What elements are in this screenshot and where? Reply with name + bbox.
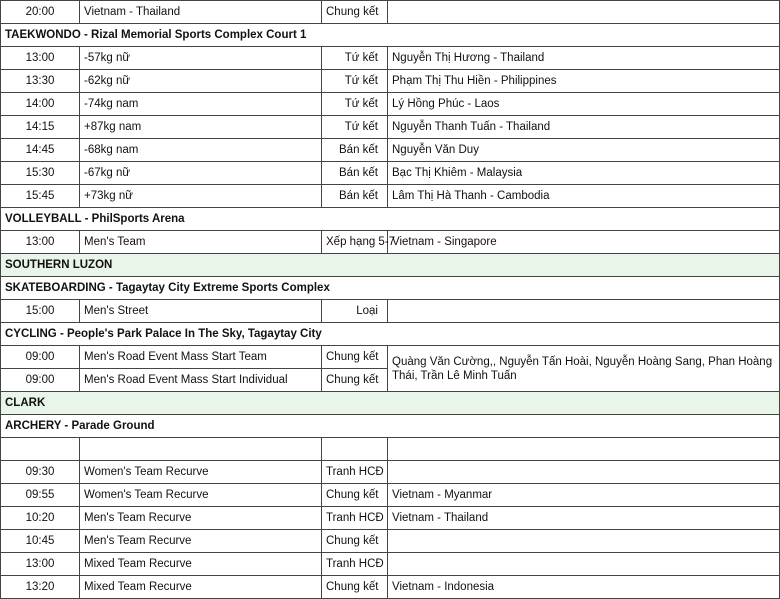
time-cell: 14:45 [1,139,80,162]
empty-cell [1,438,80,461]
sport-venue-title: CYCLING - People's Park Palace In The Sky, Tagaytay City [1,323,780,346]
event-cell: Men's Team Recurve [80,507,322,530]
athletes-cell: Phạm Thị Thu Hiền - Philippines [388,70,780,93]
sport-venue-header-row [1,24,780,47]
event-cell: -68kg nam [80,139,322,162]
event-cell: -57kg nữ [80,47,322,70]
time-cell: 10:20 [1,507,80,530]
sport-venue-header-row [1,277,780,300]
schedule-row [1,484,780,507]
athletes-cell: Nguyễn Thị Hương - Thailand [388,47,780,70]
blank-row [1,438,780,461]
empty-cell [80,438,322,461]
athletes-cell [388,553,780,576]
schedule-row [1,116,780,139]
schedule-row [1,300,780,323]
time-cell: 09:55 [1,484,80,507]
athletes-cell [388,530,780,553]
time-cell: 15:00 [1,300,80,323]
time-cell: 13:00 [1,47,80,70]
event-cell: Men's Road Event Mass Start Individual [80,369,322,392]
event-cell: Women's Team Recurve [80,484,322,507]
schedule-row [1,139,780,162]
round-cell: Loại [322,300,388,323]
athletes-cell: Quàng Văn Cường,, Nguyễn Tấn Hoài, Nguyễn Hoàng Sang, Phan Hoàng Thái, Trần Lê Minh Tuấn [388,346,780,392]
event-cell: Mixed Team Recurve [80,576,322,599]
event-cell: -67kg nữ [80,162,322,185]
athletes-cell [388,461,780,484]
athletes-cell: Bạc Thị Khiêm - Malaysia [388,162,780,185]
time-cell: 15:45 [1,185,80,208]
athletes-cell [388,300,780,323]
sport-venue-title: VOLLEYBALL - PhilSports Arena [1,208,780,231]
sport-venue-header-row [1,208,780,231]
event-cell: Women's Team Recurve [80,461,322,484]
time-cell: 13:20 [1,576,80,599]
schedule-body [1,1,780,599]
round-cell: Tranh HCĐ [322,507,388,530]
round-cell: Chung kết [322,369,388,392]
round-cell: Tranh HCĐ [322,461,388,484]
schedule-row [1,346,780,369]
round-cell: Chung kết [322,576,388,599]
event-cell: -74kg nam [80,93,322,116]
athletes-cell: Nguyễn Thanh Tuấn - Thailand [388,116,780,139]
athletes-cell: Vietnam - Indonesia [388,576,780,599]
time-cell: 13:00 [1,231,80,254]
schedule-row [1,185,780,208]
round-cell: Tứ kết [322,93,388,116]
sport-venue-header-row [1,415,780,438]
schedule-row [1,553,780,576]
round-cell: Tứ kết [322,116,388,139]
athletes-cell: Vietnam - Thailand [388,507,780,530]
round-cell: Xếp hạng 5-7 [322,231,388,254]
schedule-row [1,231,780,254]
athletes-cell: Nguyễn Văn Duy [388,139,780,162]
schedule-row [1,461,780,484]
event-cell: Men's Road Event Mass Start Team [80,346,322,369]
round-cell: Bán kết [322,162,388,185]
athletes-cell: Lý Hồng Phúc - Laos [388,93,780,116]
time-cell: 20:00 [1,1,80,24]
region-title: SOUTHERN LUZON [1,254,780,277]
schedule-row [1,70,780,93]
time-cell: 10:45 [1,530,80,553]
schedule-row [1,576,780,599]
round-cell: Tứ kết [322,47,388,70]
athletes-cell: Lâm Thị Hà Thanh - Cambodia [388,185,780,208]
sport-venue-title: ARCHERY - Parade Ground [1,415,780,438]
schedule-row [1,93,780,116]
empty-cell [322,438,388,461]
schedule-row [1,1,780,24]
region-title: CLARK [1,392,780,415]
round-cell: Tranh HCĐ [322,553,388,576]
event-cell: +73kg nữ [80,185,322,208]
event-cell: -62kg nữ [80,70,322,93]
schedule-row [1,47,780,70]
sport-venue-title: SKATEBOARDING - Tagaytay City Extreme Sports Complex [1,277,780,300]
time-cell: 09:30 [1,461,80,484]
sport-venue-header-row [1,323,780,346]
athletes-cell: Vietnam - Myanmar [388,484,780,507]
time-cell: 09:00 [1,346,80,369]
athletes-cell: Vietnam - Singapore [388,231,780,254]
schedule-row [1,162,780,185]
sport-venue-title: TAEKWONDO - Rizal Memorial Sports Complex Court 1 [1,24,780,47]
event-cell: +87kg nam [80,116,322,139]
event-cell: Men's Street [80,300,322,323]
time-cell: 13:00 [1,553,80,576]
event-cell: Men's Team Recurve [80,530,322,553]
round-cell: Tứ kết [322,70,388,93]
athletes-cell [388,1,780,24]
round-cell: Chung kết [322,346,388,369]
empty-cell [388,438,780,461]
schedule-row [1,507,780,530]
time-cell: 09:00 [1,369,80,392]
event-cell: Mixed Team Recurve [80,553,322,576]
round-cell: Chung kết [322,1,388,24]
region-header-row [1,392,780,415]
region-header-row [1,254,780,277]
round-cell: Bán kết [322,185,388,208]
time-cell: 14:15 [1,116,80,139]
round-cell: Chung kết [322,484,388,507]
round-cell: Chung kết [322,530,388,553]
time-cell: 14:00 [1,93,80,116]
time-cell: 15:30 [1,162,80,185]
schedule-row [1,530,780,553]
round-cell: Bán kết [322,139,388,162]
event-cell: Vietnam - Thailand [80,1,322,24]
time-cell: 13:30 [1,70,80,93]
event-cell: Men's Team [80,231,322,254]
